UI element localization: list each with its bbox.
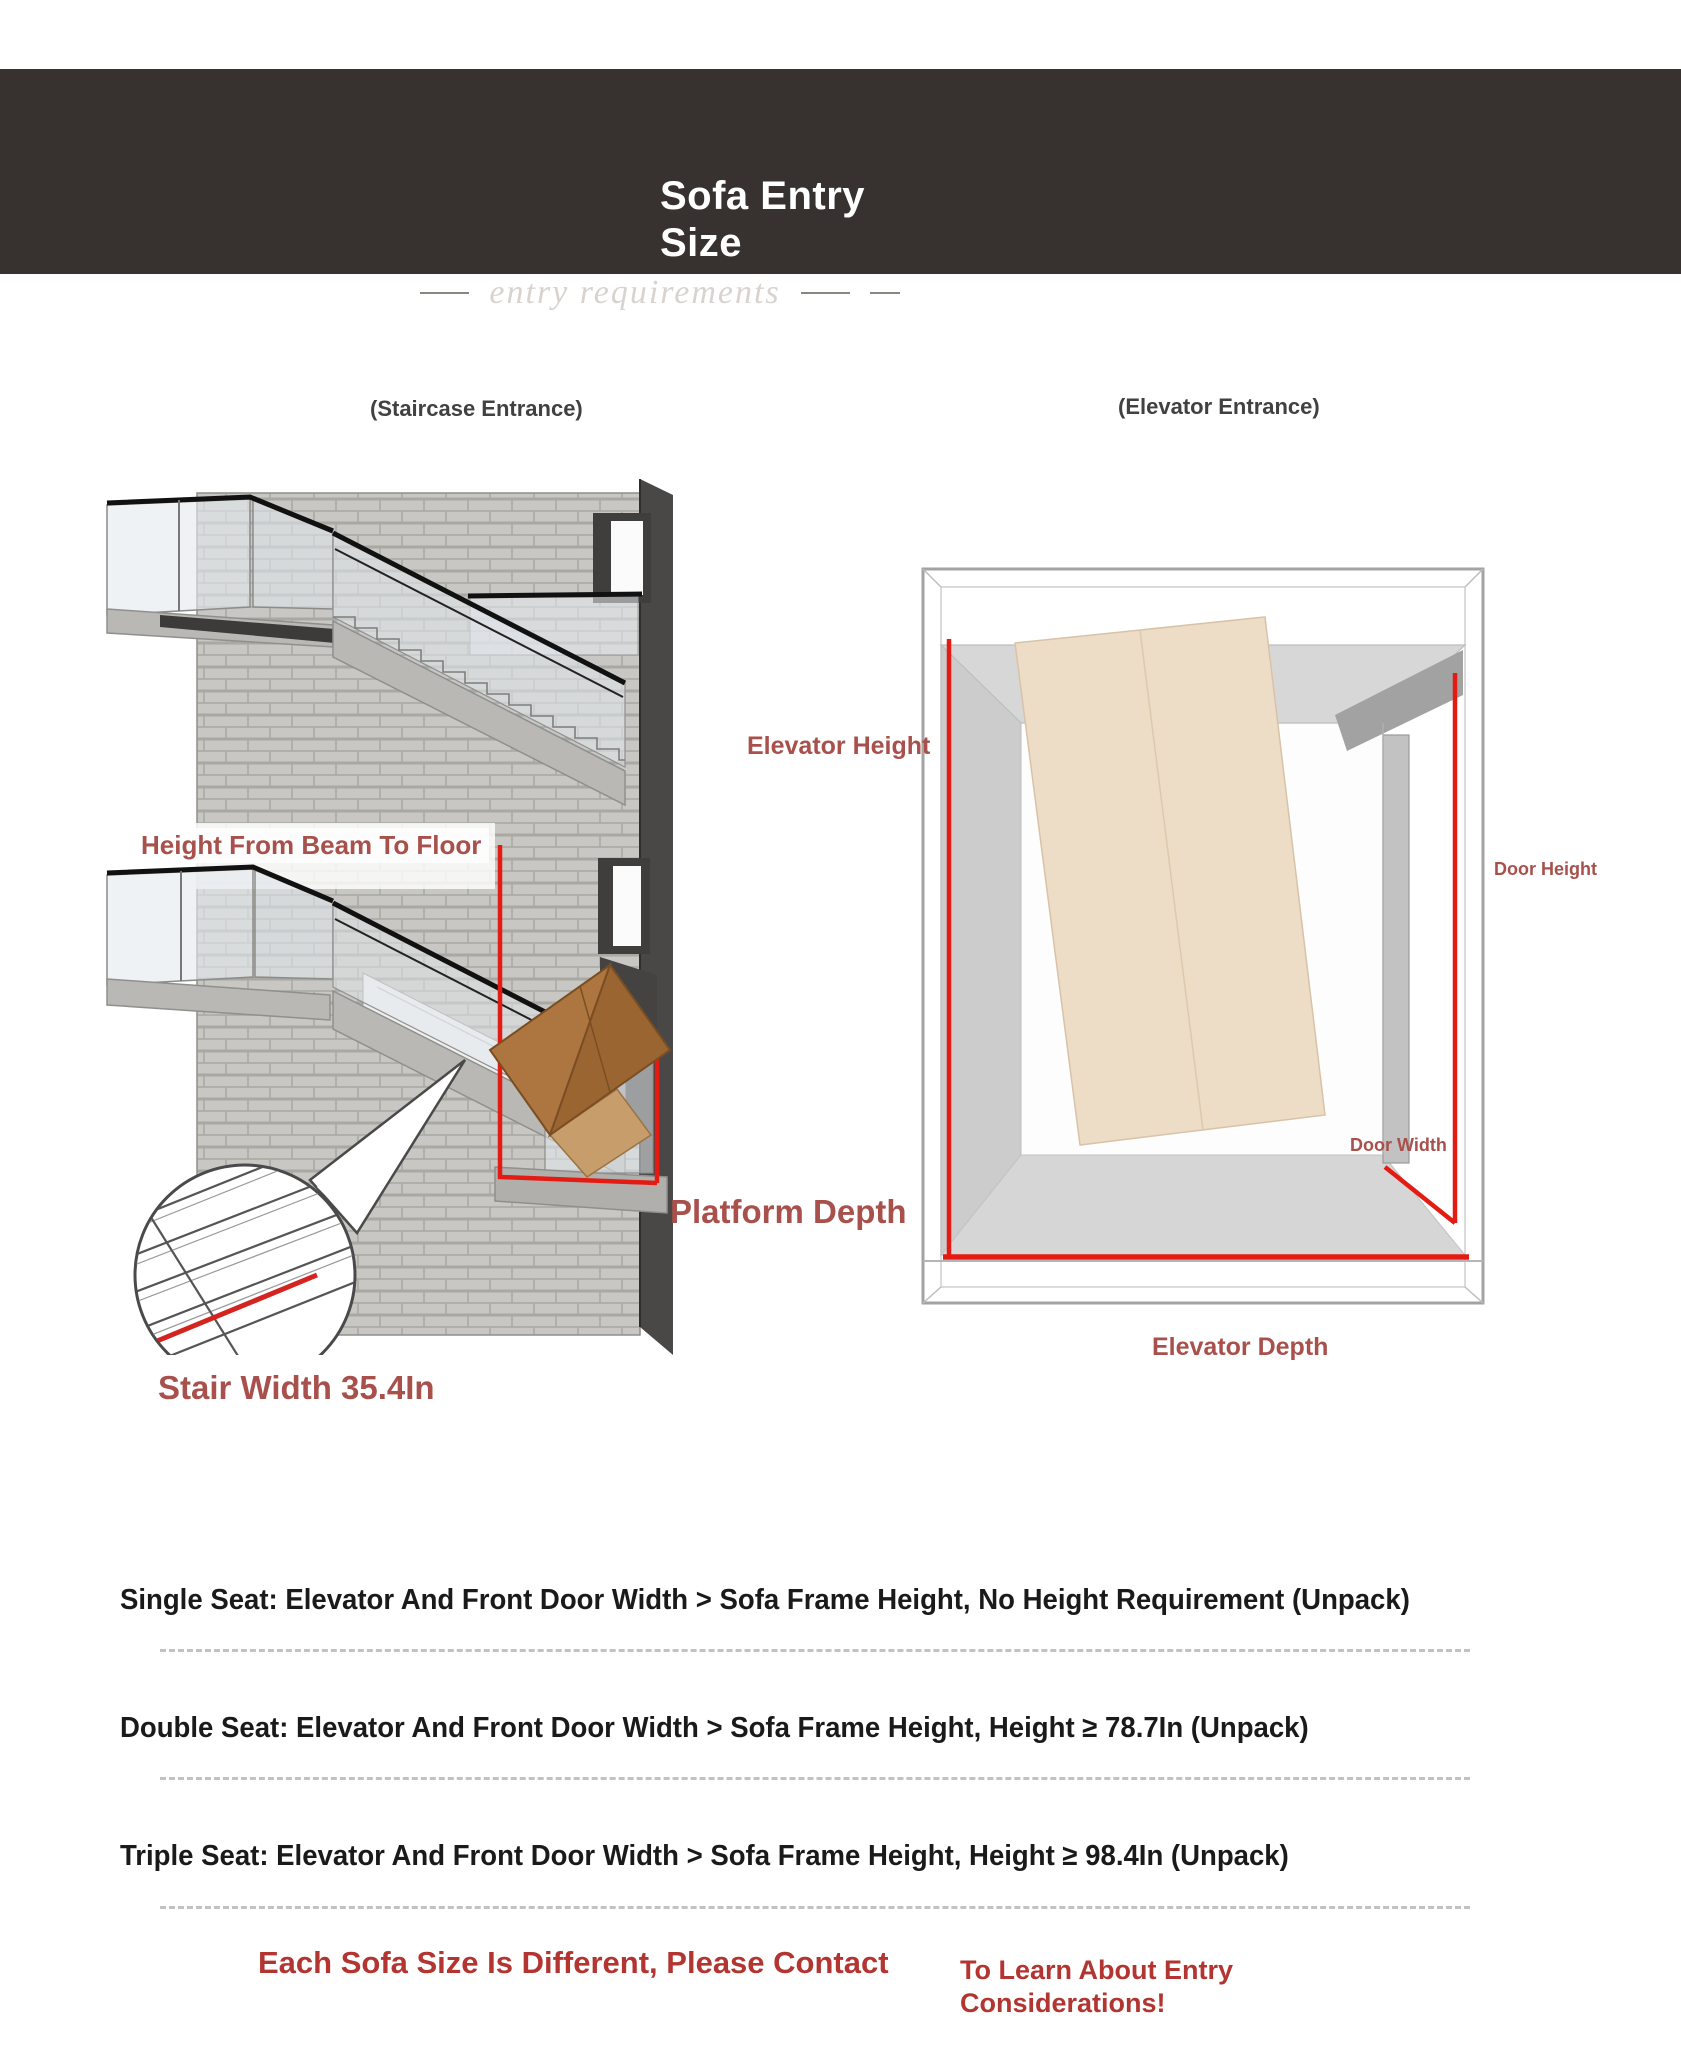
mid-balcony <box>107 867 333 1020</box>
requirement-single-seat: Single Seat: Elevator And Front Door Width > Sofa Frame Height, No Height Requirement (Unpack) <box>120 1584 1410 1616</box>
door-width-label: Door Width <box>1350 1135 1447 1155</box>
elevator-depth-label: Elevator Depth <box>1152 1333 1329 1361</box>
top-balcony <box>107 497 335 647</box>
requirement-double-seat: Double Seat: Elevator And Front Door Width > Sofa Frame Height, Height ≥ 78.7In (Unpack) <box>120 1712 1309 1744</box>
stair-width-label: Stair Width 35.4In <box>158 1369 435 1406</box>
subtitle-right-dash <box>801 292 850 294</box>
door-leaf <box>1383 735 1409 1163</box>
requirement-triple-seat: Triple Seat: Elevator And Front Door Width > Sofa Frame Height, Height ≥ 98.4In (Unpack) <box>120 1840 1289 1872</box>
door-height-label: Door Height <box>1494 859 1597 879</box>
contact-note: Each Sofa Size Is Different, Please Contact <box>258 1945 889 1980</box>
beam-height-label: Height From Beam To Floor <box>133 828 489 863</box>
elevator-left-wall <box>941 645 1021 1255</box>
elevator-diagram <box>915 555 1495 1315</box>
dashed-separator <box>160 1906 1470 1909</box>
subtitle-right-dash-2 <box>870 292 900 294</box>
staircase-diagram <box>105 475 675 1355</box>
header-band <box>0 69 1681 311</box>
entry-considerations-note: To Learn About Entry Considerations! <box>960 1955 1233 2019</box>
platform-depth-label: Platform Depth <box>670 1193 907 1230</box>
elevator-height-label: Elevator Height <box>747 732 931 760</box>
staircase-caption: (Staircase Entrance) <box>370 396 583 421</box>
subtitle-left-dash <box>420 292 469 294</box>
dashed-separator <box>160 1777 1470 1780</box>
header-subtitle-row <box>420 273 900 313</box>
elevator-caption: (Elevator Entrance) <box>1118 394 1320 419</box>
dashed-separator <box>160 1649 1470 1652</box>
page-title: Sofa Entry Size <box>660 174 866 266</box>
page-subtitle: entry requirements <box>489 274 781 311</box>
